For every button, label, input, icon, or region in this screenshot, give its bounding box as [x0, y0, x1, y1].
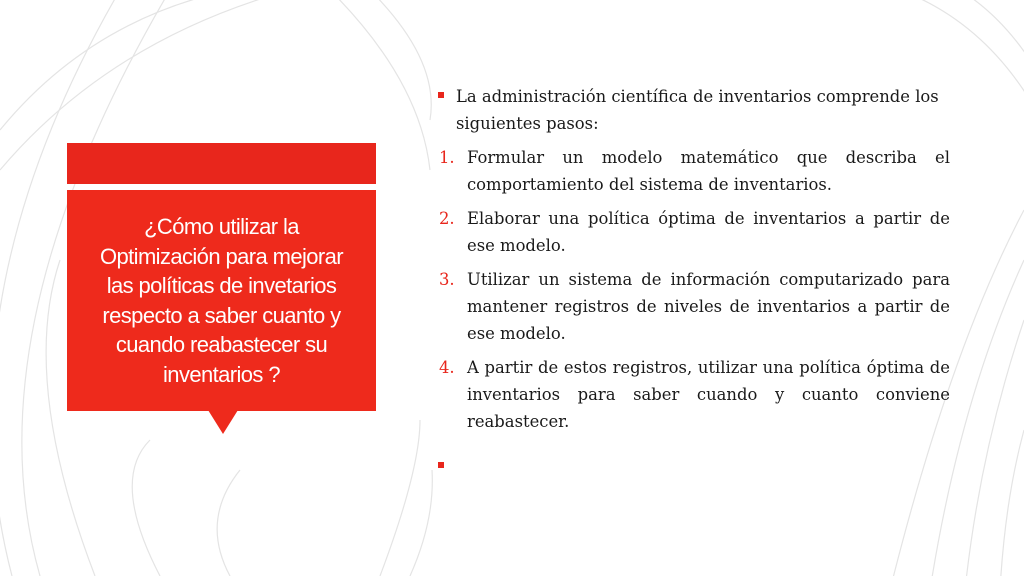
step-text: A partir de estos registros, utilizar una política óptima de inventarios para saber cuando y cuanto conviene reabastecer.	[467, 358, 950, 431]
step-item	[438, 266, 950, 347]
step-number: 2.	[439, 209, 455, 228]
square-bullet-icon	[438, 92, 444, 98]
step-text: Formular un modelo matemático que describa el comportamiento del sistema de inventarios.	[467, 148, 950, 194]
step-number: 4.	[439, 358, 455, 377]
intro-text: La administración científica de inventarios comprende los siguientes pasos:	[456, 87, 939, 133]
slide-title: ¿Cómo utilizar la Optimización para mejorar las políticas de invetarios respecto a saber cuanto y cuando reabastecer su inventarios ?	[100, 214, 343, 387]
step-text: Utilizar un sistema de información computarizado para mantener registros de niveles de inventarios a partir de ese modelo.	[467, 270, 950, 343]
step-number: 1.	[439, 148, 455, 167]
title-box	[67, 190, 376, 411]
empty-bullet	[438, 453, 950, 480]
step-item	[438, 144, 950, 198]
title-box-pointer	[208, 410, 238, 434]
intro-bullet	[438, 83, 950, 137]
step-item	[438, 205, 950, 259]
square-bullet-icon	[438, 462, 444, 468]
title-accent-bar	[67, 143, 376, 184]
slide-content	[438, 83, 950, 487]
step-item	[438, 354, 950, 435]
step-number: 3.	[439, 270, 455, 289]
step-text: Elaborar una política óptima de inventarios a partir de ese modelo.	[467, 209, 950, 255]
